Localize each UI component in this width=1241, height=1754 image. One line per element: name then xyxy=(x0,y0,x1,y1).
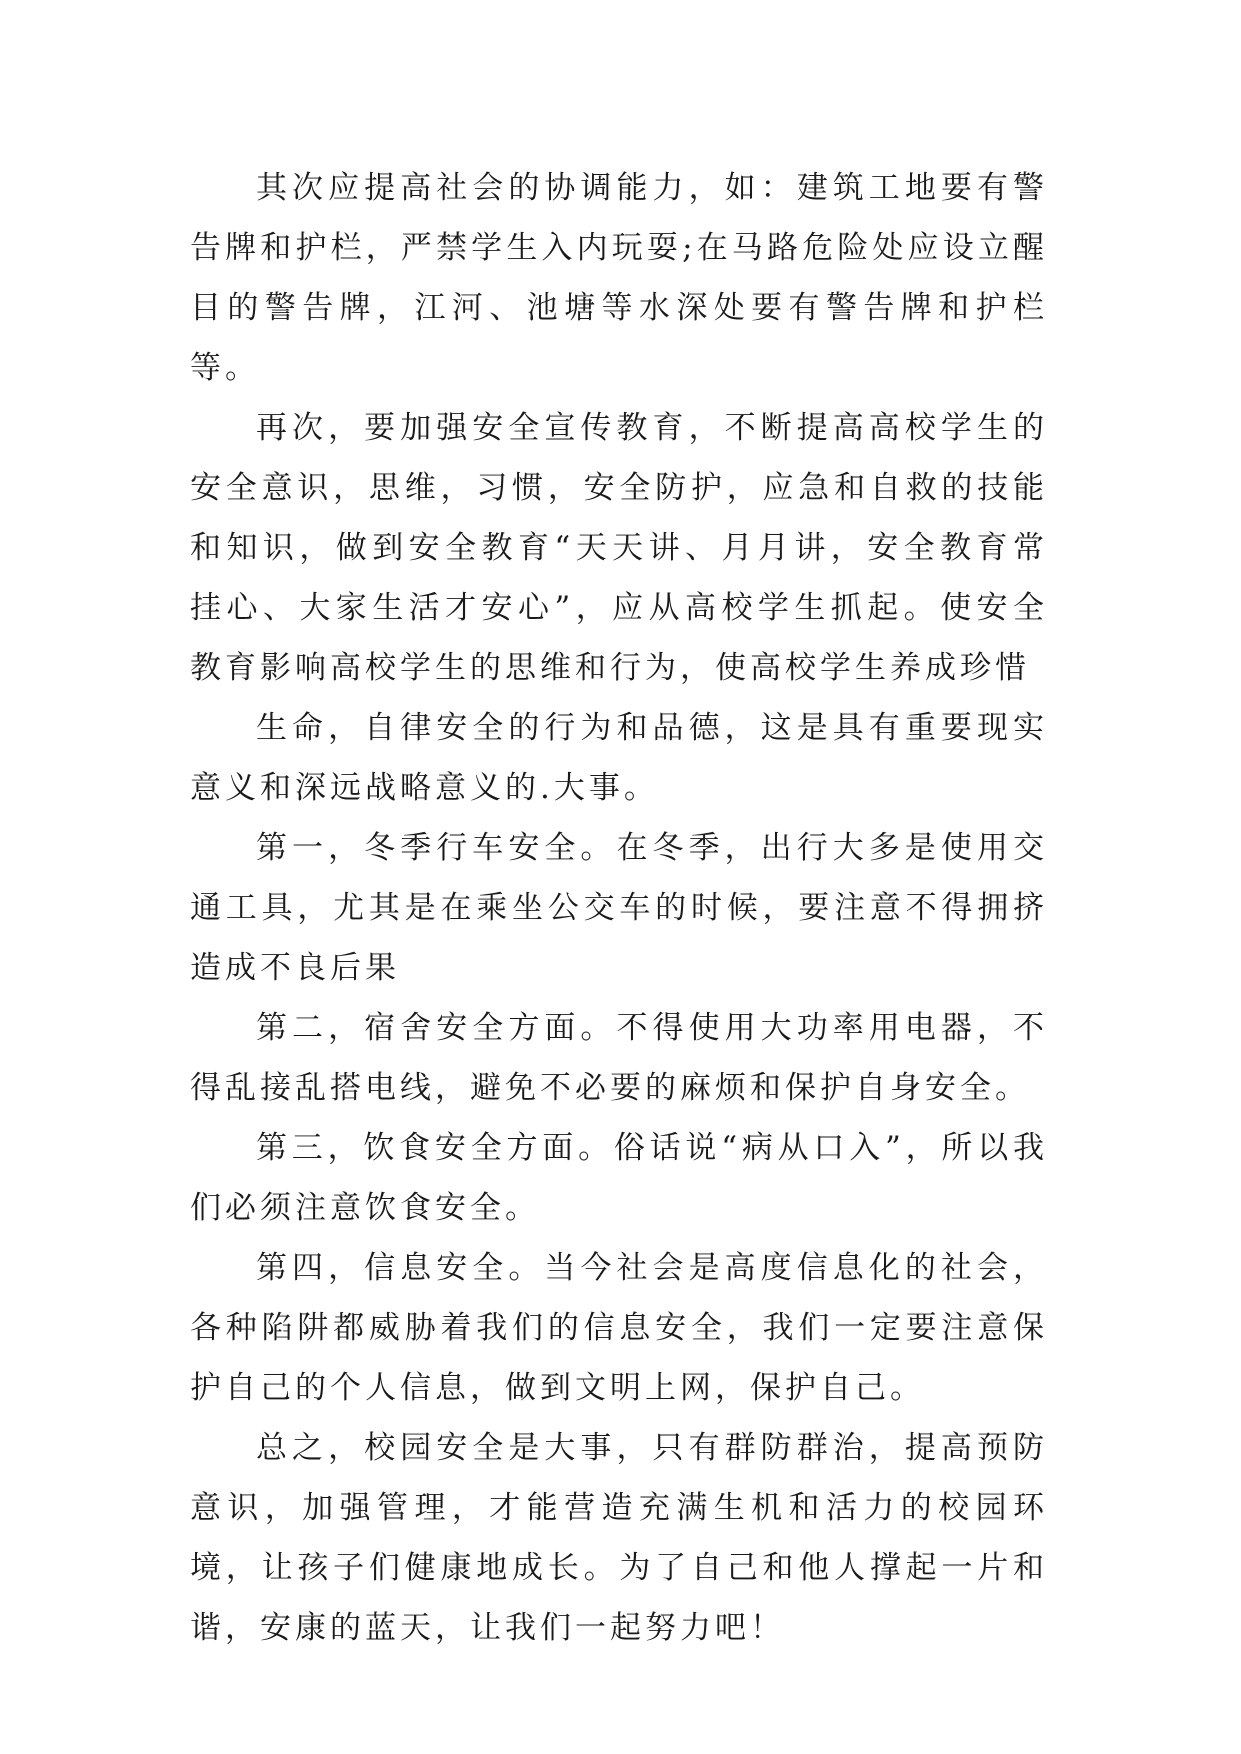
paragraph-life: 生命，自律安全的行为和品德，这是具有重要现实意义和深远战略意义的.大事。 xyxy=(190,710,1048,806)
paragraph-coordination: 其次应提高社会的协调能力，如：建筑工地要有警告牌和护栏，严禁学生入内玩耍;在马路危险处应设立醒目的警告牌，江河、池塘等水深处要有警告牌和护栏等。 xyxy=(190,170,1048,386)
paragraph-education: 再次，要加强安全宣传教育，不断提高高校学生的安全意识，思维，习惯，安全防护，应急和自救的技能和知识，做到安全教育“天天讲、月月讲，安全教育常挂心、大家生活才安心”，应从高校学生抓起。使安全教育影响高校学生的思维和行为，使高校学生养成珍惜 xyxy=(190,410,1048,686)
paragraph-fourth-information: 第四，信息安全。当今社会是高度信息化的社会，各种陷阱都威胁着我们的信息安全，我们一定要注意保护自己的个人信息，做到文明上网，保护自己。 xyxy=(190,1250,1048,1406)
paragraph-conclusion: 总之，校园安全是大事，只有群防群治，提高预防意识，加强管理，才能营造充满生机和活力的校园环境，让孩子们健康地成长。为了自己和他人撑起一片和谐，安康的蓝天，让我们一起努力吧！ xyxy=(190,1430,1048,1646)
paragraph-third-food: 第三，饮食安全方面。俗话说“病从口入”，所以我们必须注意饮食安全。 xyxy=(190,1130,1048,1226)
document-body xyxy=(190,158,1048,1658)
paragraph-second-dormitory: 第二，宿舍安全方面。不得使用大功率用电器，不得乱接乱搭电线，避免不必要的麻烦和保护自身安全。 xyxy=(190,1010,1048,1106)
paragraph-first-winter-travel: 第一，冬季行车安全。在冬季，出行大多是使用交通工具，尤其是在乘坐公交车的时候，要注意不得拥挤造成不良后果 xyxy=(190,830,1048,986)
